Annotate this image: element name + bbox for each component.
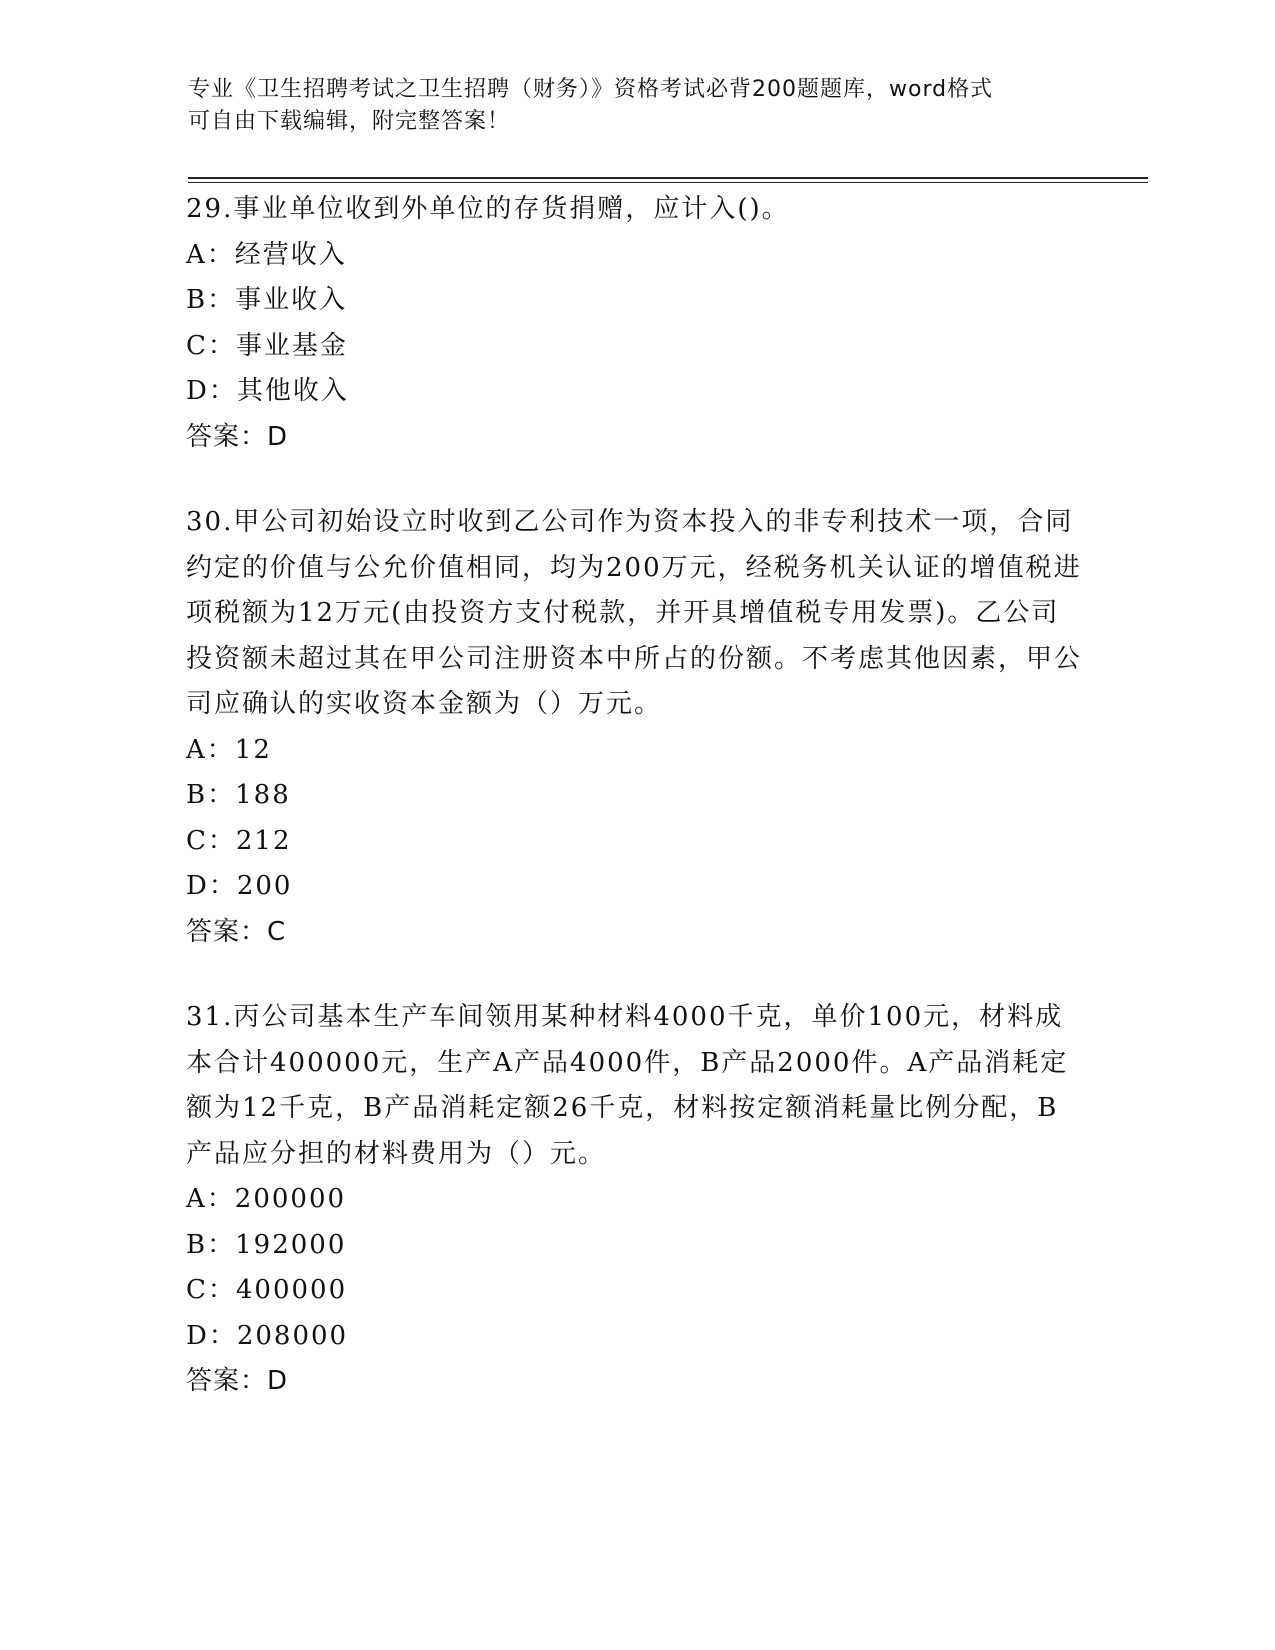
header-divider-thick [188,177,1148,179]
question-text: 29.事业单位收到外单位的存货捐赠，应计入()。 [186,194,790,224]
header-divider-thin [188,182,1148,183]
answer: 答案：D [186,1366,289,1396]
option-a: A：经营收入 [186,239,347,270]
question-29 [186,187,1086,460]
option-d: D：其他收入 [186,376,349,406]
option-c: C：事业基金 [186,330,348,361]
option-c: C：212 [186,825,292,856]
header-line-2: 可自由下载编辑，附完整答案！ [188,109,511,134]
option-c: C：400000 [186,1275,348,1305]
document-header [188,74,1068,138]
question-30 [186,500,1086,955]
header-line-1: 专业《卫生招聘考试之卫生招聘（财务）》资格考试必背200题题库，word格式 [188,77,994,102]
answer: 答案：C [186,916,287,947]
question-text: 30.甲公司初始设立时收到乙公司作为资本投入的非专利技术一项，合同约定的价值与公允价值相同，均为200万元，经税务机关认证的增值税进项税额为12万元(由投资方支付税款，并开具增值税专用发票)。乙公司投资额未超过其在甲公司注册资本中所占的份额。不考虑其他因素，甲公司应确认的实收资本金额为（）万元。 [186,507,1083,719]
option-d: D：208000 [186,1320,349,1351]
question-text: 31.丙公司基本生产车间领用某种材料4000千克，单价100元，材料成本合计400000元，生产A产品4000件，B产品2000件。A产品消耗定额为12千克，B产品消耗定额26千克，材料按定额消耗量比例分配，B产品应分担的材料费用为（）元。 [186,1002,1069,1169]
question-31 [186,995,1086,1405]
option-b: B：188 [186,780,291,810]
option-b: B：192000 [186,1229,347,1260]
question-list [186,187,1086,1445]
option-b: B：事业收入 [186,285,348,315]
option-d: D：200 [186,871,293,901]
answer: 答案：D [186,421,289,452]
option-a: A：200000 [186,1184,347,1214]
option-a: A：12 [186,734,272,765]
